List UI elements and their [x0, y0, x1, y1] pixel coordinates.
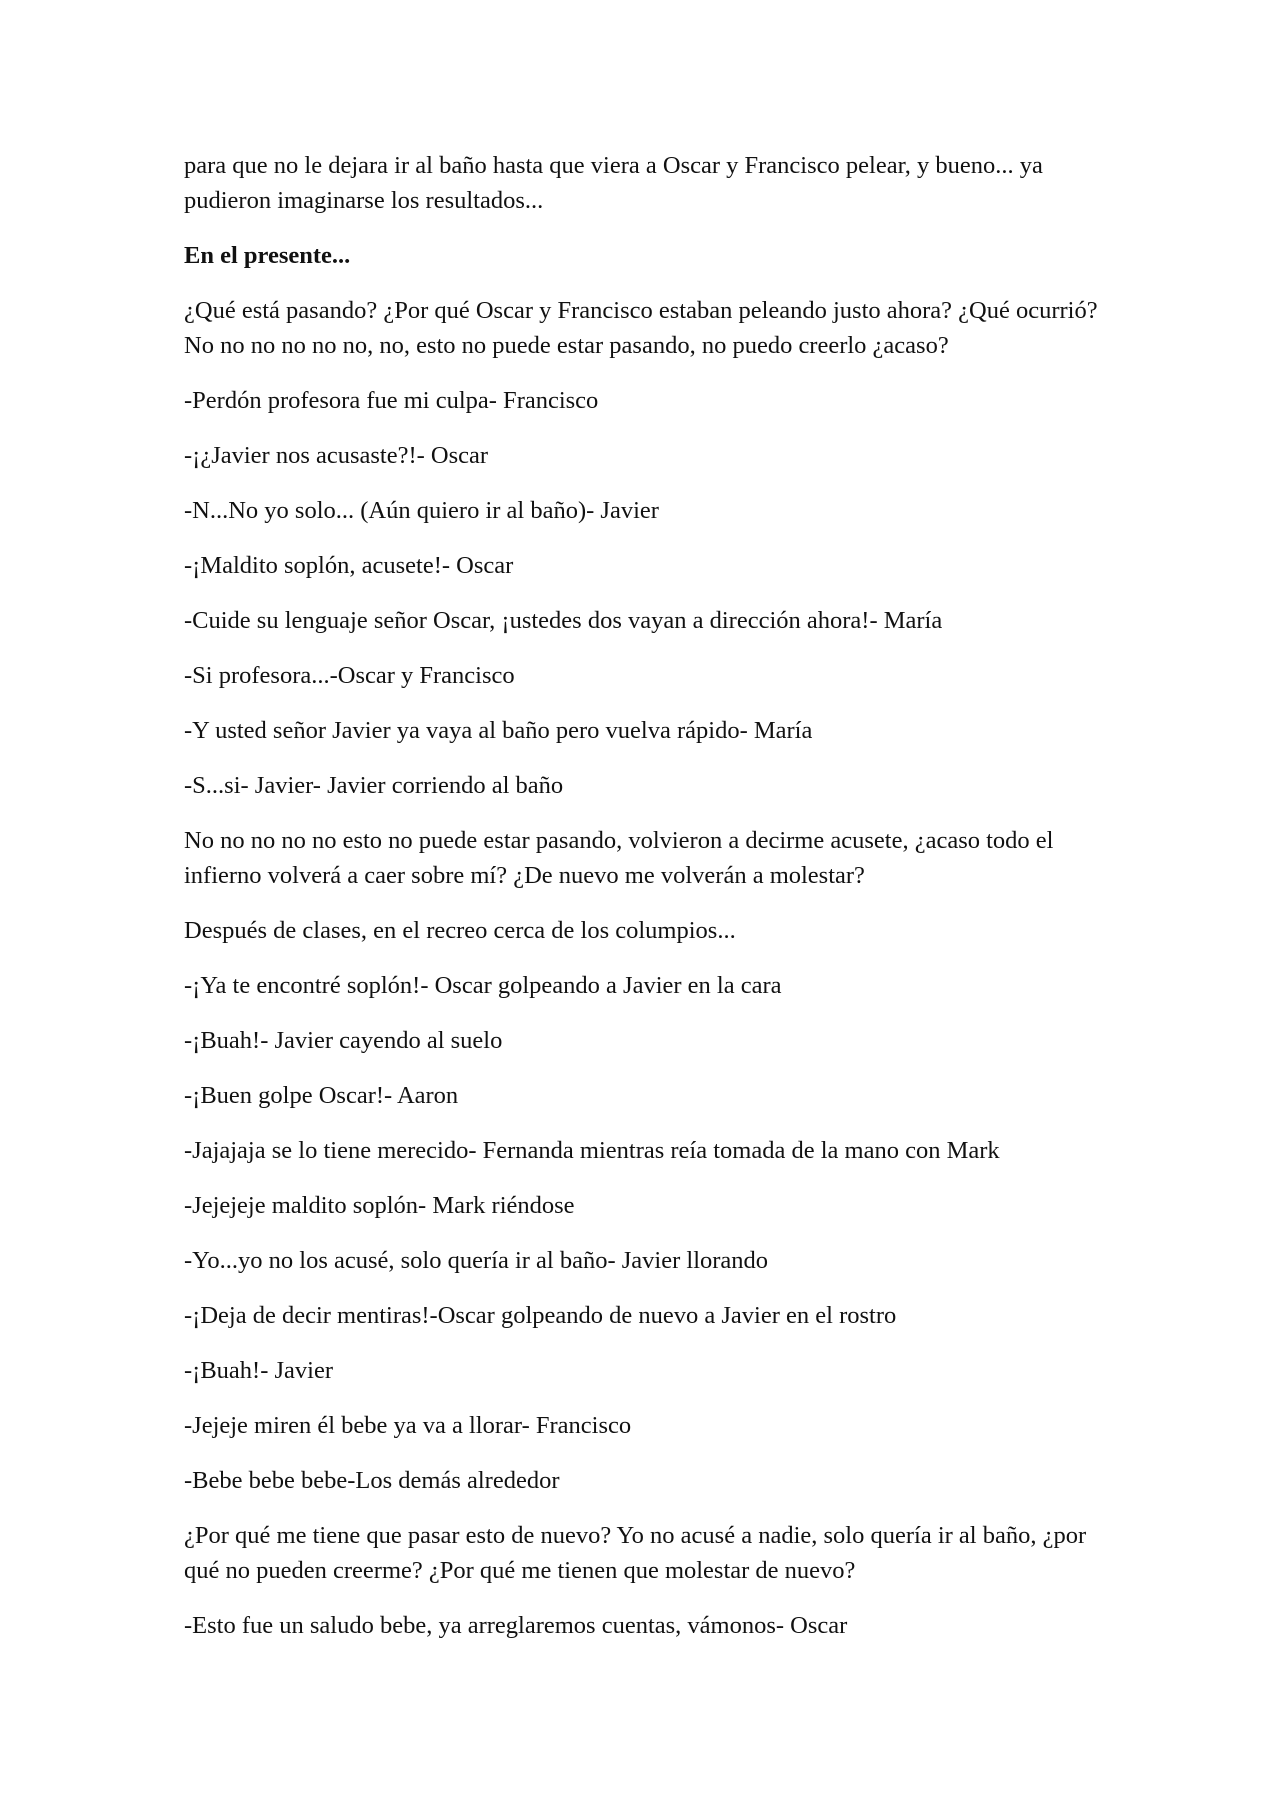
- dialogue-line: -¡¿Javier nos acusaste?!- Oscar: [184, 442, 489, 469]
- dialogue-line: -Esto fue un saludo bebe, ya arreglaremos cuentas, vámonos- Oscar: [184, 1612, 848, 1639]
- dialogue-line: -Jejeje miren él bebe ya va a llorar- Francisco: [184, 1412, 632, 1439]
- narration-paragraph: No no no no no esto no puede estar pasando, volvieron a decirme acusete, ¿acaso todo el infierno volverá a caer sobre mí? ¿De nuevo me volverán a molestar?: [184, 827, 1054, 889]
- section-heading: En el presente...: [184, 242, 351, 269]
- dialogue-line: -¡Ya te encontré soplón!- Oscar golpeando a Javier en la cara: [184, 972, 782, 999]
- dialogue-line: -Jajajaja se lo tiene merecido- Fernanda mientras reía tomada de la mano con Mark: [184, 1137, 1000, 1164]
- document-body: [184, 148, 1104, 1663]
- dialogue-line: -Bebe bebe bebe-Los demás alrededor: [184, 1467, 560, 1494]
- paragraph-1: para que no le dejara ir al baño hasta que viera a Oscar y Francisco pelear, y bueno... ya pudieron imaginarse los resultados...: [184, 152, 1043, 214]
- dialogue-line: -Cuide su lenguaje señor Oscar, ¡ustedes dos vayan a dirección ahora!- María: [184, 607, 943, 634]
- dialogue-line: -S...si- Javier- Javier corriendo al baño: [184, 772, 564, 799]
- dialogue-line: -Perdón profesora fue mi culpa- Francisco: [184, 387, 599, 414]
- dialogue-line: -N...No yo solo... (Aún quiero ir al baño)- Javier: [184, 497, 659, 524]
- dialogue-line: -Yo...yo no los acusé, solo quería ir al baño- Javier llorando: [184, 1247, 769, 1274]
- dialogue-line: -¡Buen golpe Oscar!- Aaron: [184, 1082, 459, 1109]
- narration-paragraph: ¿Por qué me tiene que pasar esto de nuevo? Yo no acusé a nadie, solo quería ir al baño, ¿por qué no pueden creerme? ¿Por qué me tienen que molestar de nuevo?: [184, 1522, 1087, 1584]
- paragraph-3: ¿Qué está pasando? ¿Por qué Oscar y Francisco estaban peleando justo ahora? ¿Qué ocurrió? No no no no no no, no, esto no puede estar pasando, no puedo creerlo ¿acaso?: [184, 297, 1098, 359]
- dialogue-line: -¡Maldito soplón, acusete!- Oscar: [184, 552, 514, 579]
- dialogue-line: -¡Buah!- Javier: [184, 1357, 333, 1384]
- dialogue-line: -¡Buah!- Javier cayendo al suelo: [184, 1027, 503, 1054]
- dialogue-line: -Jejejeje maldito soplón- Mark riéndose: [184, 1192, 575, 1219]
- dialogue-line: -Y usted señor Javier ya vaya al baño pero vuelva rápido- María: [184, 717, 813, 744]
- narration-paragraph: Después de clases, en el recreo cerca de los columpios...: [184, 917, 736, 944]
- dialogue-line: -Si profesora...-Oscar y Francisco: [184, 662, 515, 689]
- dialogue-line: -¡Deja de decir mentiras!-Oscar golpeando de nuevo a Javier en el rostro: [184, 1302, 897, 1329]
